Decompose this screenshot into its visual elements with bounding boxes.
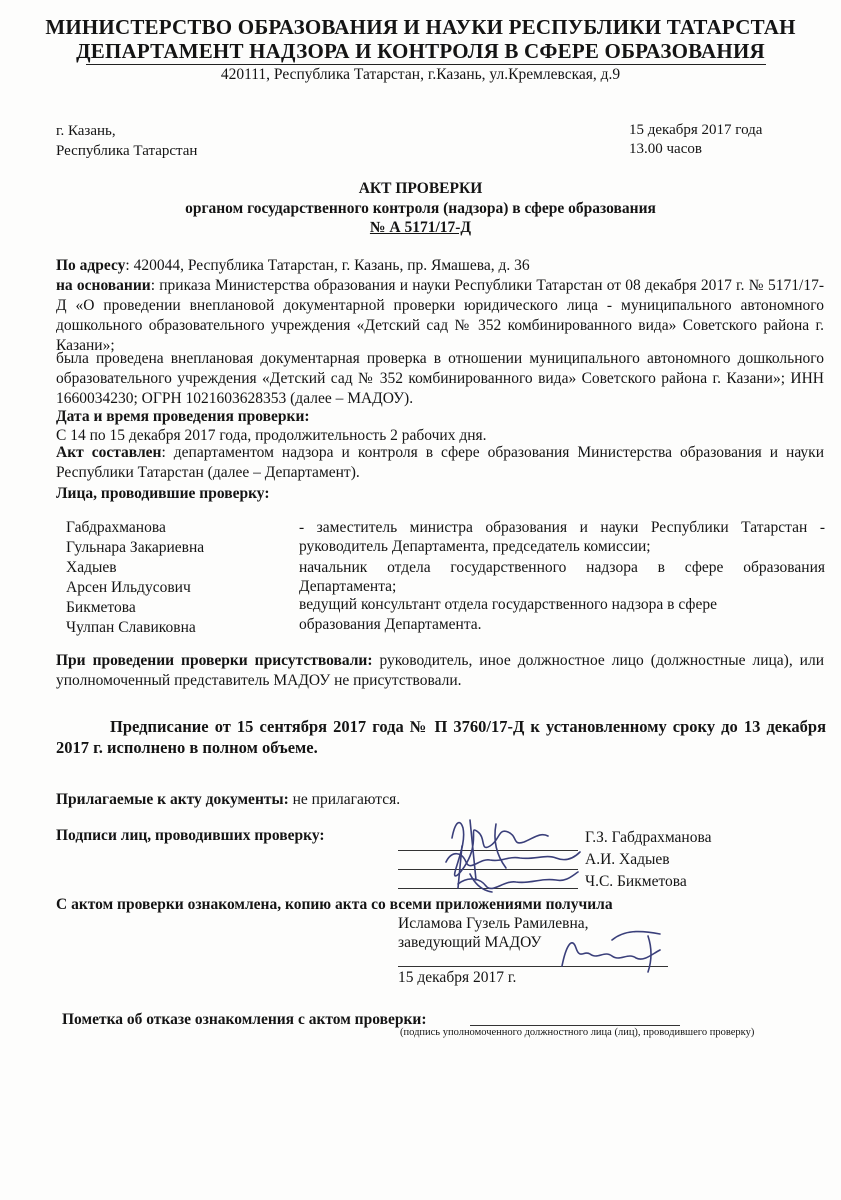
refusal-signature-line bbox=[470, 1025, 680, 1026]
signature-line bbox=[398, 850, 578, 851]
ministry-heading: МИНИСТЕРСТВО ОБРАЗОВАНИЯ И НАУКИ РЕСПУБЛИКИ ТАТАРСТАН bbox=[45, 15, 796, 39]
inspector-surname: Хадыев bbox=[66, 559, 117, 576]
signature-khadyev bbox=[446, 846, 580, 888]
order-statement: Предписание от 15 сентября 2017 года № П 3760/17-Д к установленному сроку до 13 декабря 2017 г. исполнено в полном объеме. bbox=[56, 717, 826, 757]
inspector-role: образования Департамента. bbox=[299, 616, 482, 633]
inspector-role: Департамента; bbox=[299, 578, 397, 595]
inspector-role: ведущий консультант отдела государственного надзора в сфере bbox=[299, 596, 717, 613]
inspector-role: руководитель Департамента, председатель комиссии; bbox=[299, 538, 651, 555]
inspector-role: начальник отдела государственного надзора в сфере образования bbox=[299, 559, 825, 576]
datetime-label: Дата и время проведения проверки: bbox=[56, 408, 310, 425]
section-inspection: была проведена внеплановая документарная проверка в отношении муниципального автономного дошкольного образовательного учреждения «Детский сад № 352 комбинированного вида» Советского района г. Казани»; ИНН 1660034230; ОГРН 1021603628353 (далее – МАДОУ). bbox=[56, 350, 824, 407]
acquainted-label: С актом проверки ознакомлена, копию акта со всеми приложениями получила bbox=[56, 896, 613, 913]
act-subtitle: органом государственного контроля (надзора) в сфере образования bbox=[185, 200, 656, 217]
signer-name: Г.З. Габдрахманова bbox=[585, 829, 712, 846]
attached-documents: Прилагаемые к акту документы: не прилагаются. bbox=[56, 791, 401, 808]
section-presence: При проведении проверки присутствовали: руководитель, иное должностное лицо (должностные лица), или уполномоченный представитель МАДОУ не присутствовали. bbox=[56, 652, 825, 689]
signature-line bbox=[398, 888, 578, 889]
place-city: г. Казань, bbox=[56, 123, 116, 139]
signature-bikmetova bbox=[458, 872, 578, 892]
refusal-caption: (подпись уполномоченного должностного лица (лиц), проводившего проверку) bbox=[400, 1027, 755, 1038]
signatures-label: Подписи лиц, проводивших проверку: bbox=[56, 827, 325, 844]
refusal-label: Пометка об отказе ознакомления с актом проверки: bbox=[62, 1011, 427, 1028]
act-date: 15 декабря 2017 года bbox=[629, 122, 763, 138]
department-heading: ДЕПАРТАМЕНТ НАДЗОРА И КОНТРОЛЯ В СФЕРЕ ОБРАЗОВАНИЯ bbox=[76, 39, 765, 63]
acquainted-date: 15 декабря 2017 г. bbox=[398, 969, 517, 986]
header-divider bbox=[86, 64, 766, 65]
place-region: Республика Татарстан bbox=[56, 143, 198, 159]
signature-line bbox=[398, 869, 578, 870]
inspector-surname: Габдрахманова bbox=[66, 519, 166, 536]
act-number: № А 5171/17-Д bbox=[369, 219, 472, 236]
section-compiled: Акт составлен: департаментом надзора и контроля в сфере образования Министерства образования и науки Республики Татарстан (далее – Департамент). bbox=[56, 444, 824, 481]
acquainted-position: заведующий МАДОУ bbox=[398, 934, 542, 951]
inspector-name: Гульнара Закариевна bbox=[66, 539, 205, 556]
act-title: АКТ ПРОВЕРКИ bbox=[358, 180, 483, 197]
section-address: По адресу: 420044, Республика Татарстан, г. Казань, пр. Ямашева, д. 36 bbox=[56, 257, 530, 274]
inspectors-label: Лица, проводившие проверку: bbox=[56, 485, 270, 502]
ministry-address: 420111, Республика Татарстан, г.Казань, ул.Кремлевская, д.9 bbox=[220, 66, 621, 83]
signer-name: Ч.С. Бикметова bbox=[585, 873, 687, 890]
datetime-value: С 14 по 15 декабря 2017 года, продолжительность 2 рабочих дня. bbox=[56, 427, 487, 444]
signer-name: А.И. Хадыев bbox=[585, 851, 670, 868]
inspector-name: Чулпан Славиковна bbox=[66, 619, 196, 636]
section-basis: на основании: приказа Министерства образования и науки Республики Татарстан от 08 декабря 2017 г. № 5171/17-Д «О проведении внеплановой документарной проверки юридического лица - муниципального автономного дошкольного образовательного учреждения «Детский сад № 352 комбинированного вида» Советского района г. Казани»; bbox=[56, 277, 824, 354]
inspector-role: - заместитель министра образования и науки Республики Татарстан - bbox=[299, 519, 825, 536]
inspector-name: Арсен Ильдусович bbox=[66, 579, 191, 596]
inspector-surname: Бикметова bbox=[66, 599, 136, 616]
acquainted-signature-line bbox=[398, 966, 668, 967]
act-time: 13.00 часов bbox=[629, 141, 702, 157]
acquainted-person: Исламова Гузель Рамилевна, bbox=[398, 915, 589, 932]
